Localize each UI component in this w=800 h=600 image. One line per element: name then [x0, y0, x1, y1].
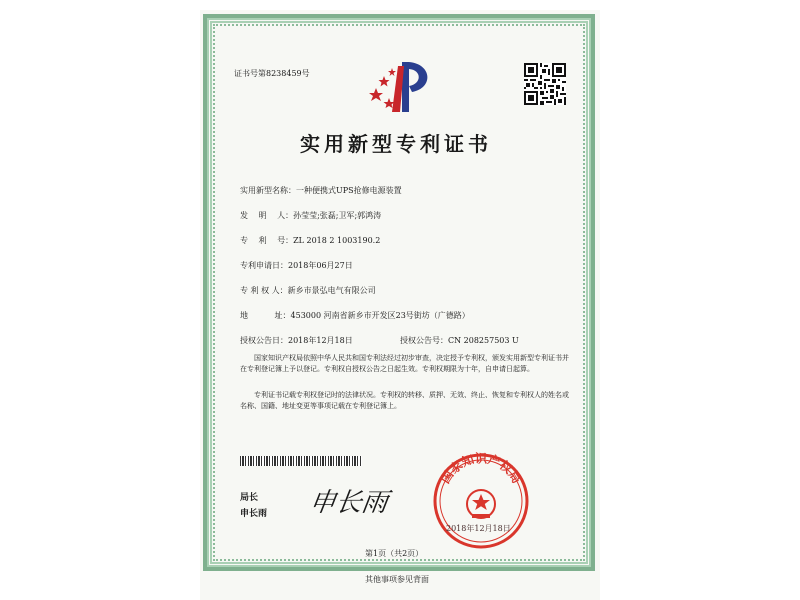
qr-code-icon: [524, 63, 566, 105]
seal-date: 2018年12月18日: [446, 524, 511, 533]
official-seal-icon: [432, 452, 530, 550]
inventors: 发 明 人：孙莹莹;张磊;卫军;郭鸿涛: [240, 211, 382, 220]
patent-number: 专 利 号：ZL 2018 2 1003190.2: [240, 236, 381, 245]
cnipa-logo-icon: [362, 58, 438, 116]
patent-holder: 专 利 权 人：新乡市景弘电气有限公司: [240, 286, 376, 295]
director-title: 局长: [240, 493, 259, 503]
director-name: 申长雨: [240, 509, 268, 519]
grant-number: 授权公告号：CN 208257503 U: [400, 336, 519, 345]
page-indicator: 第1页（共2页）: [365, 549, 424, 558]
paragraph-legal-status: 专利证书记载专利权登记时的法律状况。专利权的转移、质押、无效、终止、恢复和专利权人的姓名或名称、国籍、地址变更等事项记载在专利登记簿上。: [240, 391, 569, 410]
footer-note: 其他事项参见背面: [365, 575, 429, 584]
certificate-number: 证书号第8238459号: [234, 69, 310, 78]
filing-date: 专利申请日：2018年06月27日: [240, 261, 353, 270]
handwritten-signature: 申长雨: [307, 488, 390, 518]
utility-model-name: 实用新型名称：一种便携式UPS抢修电源装置: [240, 186, 402, 195]
seal-text: 国家知识产权局: [438, 452, 524, 486]
svg-text:国家知识产权局: [438, 452, 524, 486]
certificate-title: 实用新型专利证书: [300, 132, 492, 156]
address: 地 址：453000 河南省新乡市开发区23号街坊（广德路）: [240, 311, 470, 320]
barcode-icon: [240, 456, 362, 466]
grant-date: 授权公告日：2018年12月18日: [240, 336, 353, 345]
paragraph-grant: 国家知识产权局依照中华人民共和国专利法经过初步审查，决定授予专利权，颁发实用新型专利证书并在专利登记簿上予以登记。专利权自授权公告之日起生效。专利权期限为十年，自申请日起算。: [240, 354, 569, 373]
